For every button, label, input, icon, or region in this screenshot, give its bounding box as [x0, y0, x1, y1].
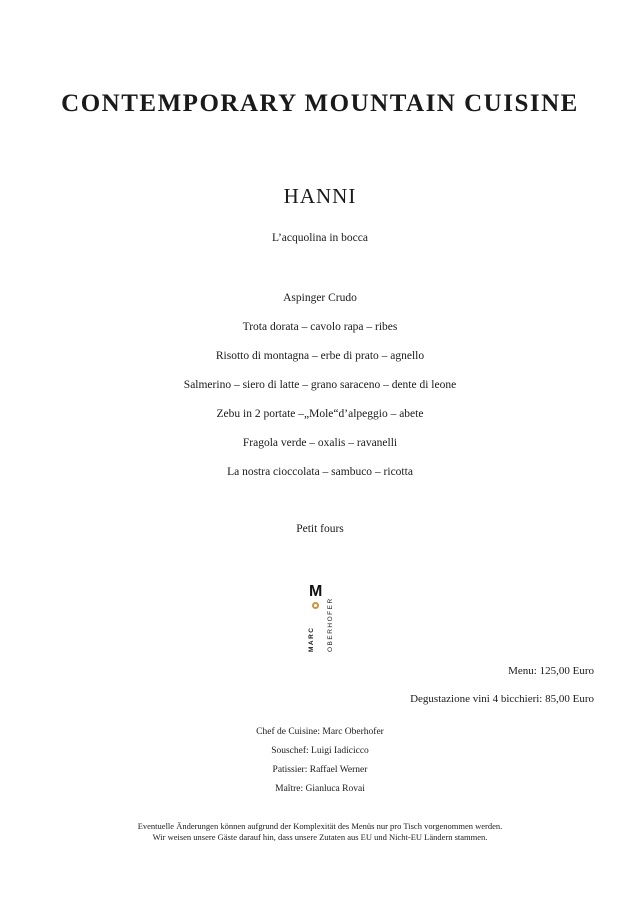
course-item: Aspinger Crudo [283, 292, 357, 304]
course-item: Trota dorata – cavolo rapa – ribes [242, 321, 398, 333]
course-list [0, 290, 640, 493]
notice-line: Wir weisen unsere Gäste darauf hin, dass unsere Zutaten aus EU und Nicht-EU Ländern stammen. [152, 832, 488, 842]
menu-name: HANNI [283, 184, 357, 208]
staff-list [0, 726, 640, 802]
chef-logo [307, 584, 337, 654]
logo-circle-icon [312, 602, 319, 609]
intro-line: L’acquolina in bocca [271, 232, 368, 244]
footer-notice [0, 821, 640, 843]
staff-item: Souschef: Luigi Iadicicco [271, 746, 369, 756]
staff-item: Chef de Cuisine: Marc Oberhofer [256, 727, 384, 737]
course-item: Zebu in 2 portate –„Mole“d’alpeggio – abete [216, 408, 424, 420]
logo-last-name: OBERHOFER [327, 597, 334, 652]
wine-price: Degustazione vini 4 bicchieri: 85,00 Euro [410, 693, 594, 705]
logo-first-name: MARC [308, 626, 315, 652]
course-item: Risotto di montagna – erbe di prato – agnello [215, 350, 425, 362]
staff-item: Maître: Gianluca Rovai [275, 784, 365, 794]
course-item: Salmerino – siero di latte – grano saraceno – dente di leone [183, 379, 457, 391]
notice-line: Eventuelle Änderungen können aufgrund der Komplexität des Menüs nur pro Tisch vorgenommen werden. [137, 821, 503, 831]
page-title: CONTEMPORARY MOUNTAIN CUISINE [61, 90, 579, 117]
petit-fours: Petit fours [296, 523, 344, 535]
course-item: Fragola verde – oxalis – ravanelli [242, 437, 398, 449]
menu-price: Menu: 125,00 Euro [508, 665, 594, 677]
staff-item: Patissier: Raffael Werner [272, 765, 368, 775]
logo-letter: M [309, 583, 323, 600]
course-item: La nostra cioccolata – sambuco – ricotta [227, 466, 413, 478]
